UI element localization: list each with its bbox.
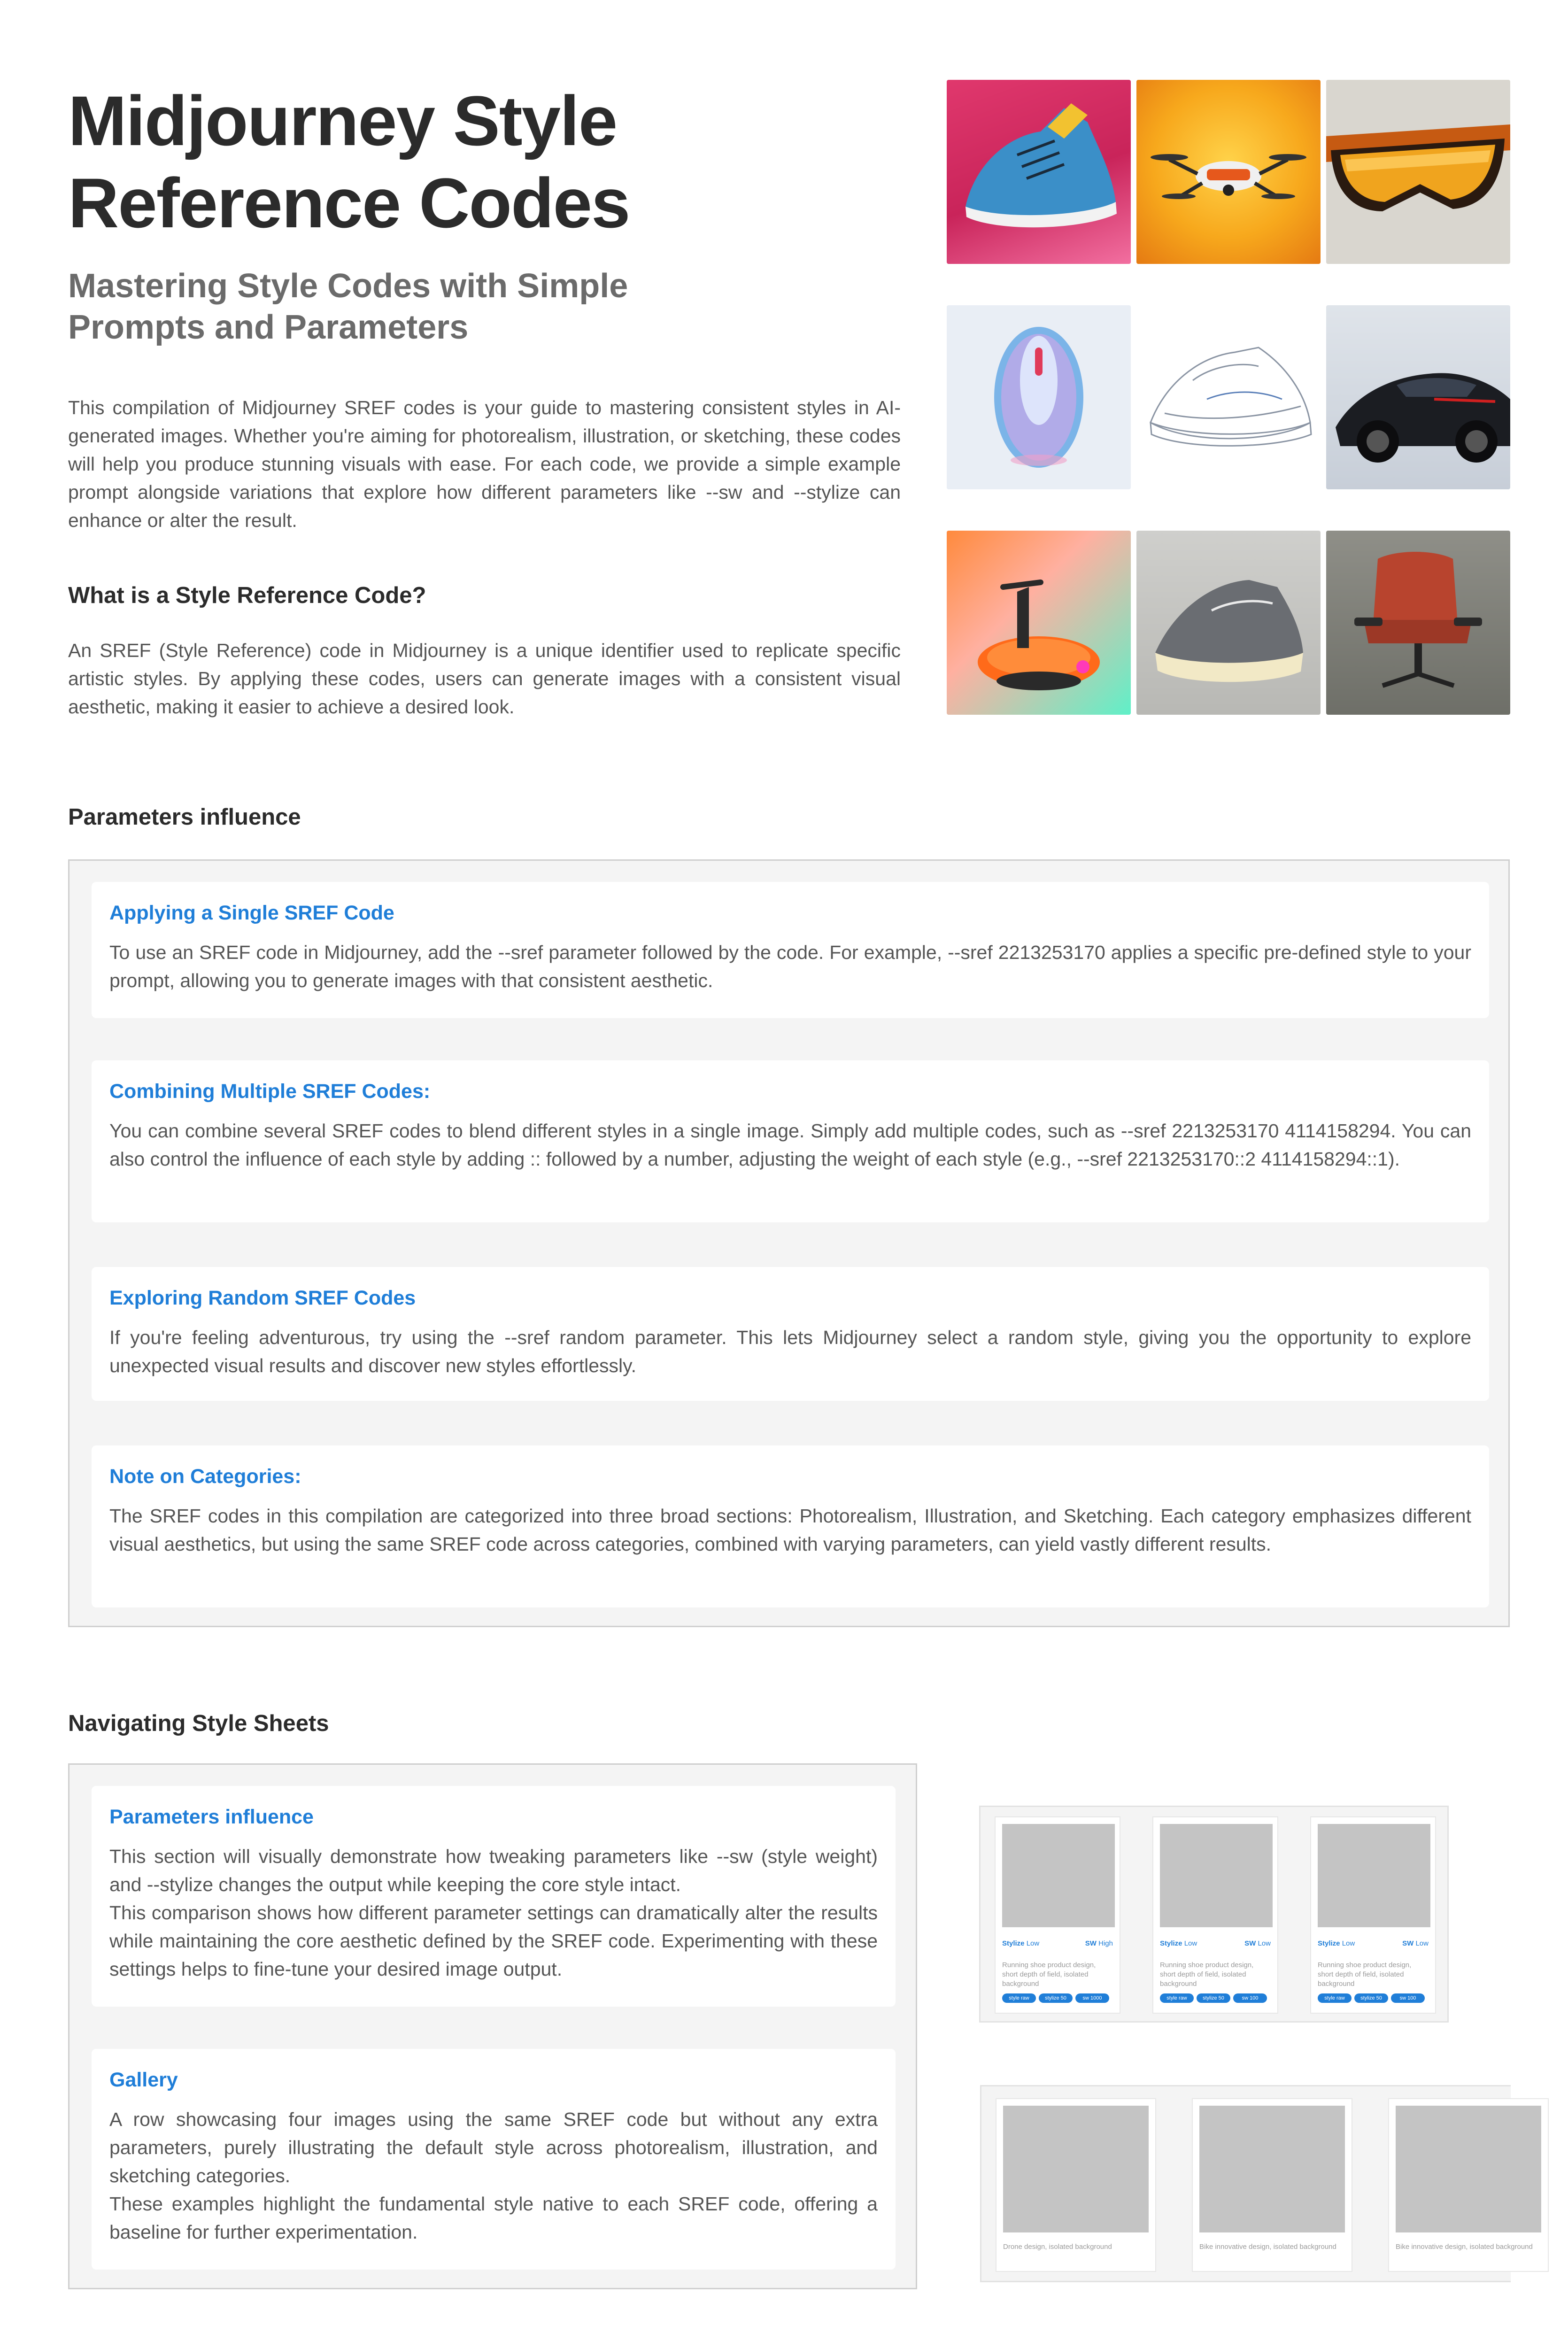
image-placeholder bbox=[1002, 1824, 1115, 1927]
parameters-panel bbox=[68, 859, 1510, 1627]
card-multiple-sref bbox=[92, 1060, 1489, 1222]
prompt-text: Running shoe product design, short depth of field, isolated background bbox=[1160, 1961, 1254, 1988]
card-title: Note on Categories: bbox=[109, 1465, 301, 1488]
preview-card bbox=[995, 1816, 1120, 2014]
gallery-preview bbox=[980, 2085, 1533, 2282]
lounge-chair-photo bbox=[1326, 531, 1510, 715]
preview-card bbox=[1192, 2098, 1352, 2272]
card-body: To use an SREF code in Midjourney, add the --sref parameter followed by the code. For example, --sref 2213253170 applies a specific pre-defined style to your prompt, allowing you to generate images with that consistent aesthetic. bbox=[109, 942, 1471, 991]
card-title: Applying a Single SREF Code bbox=[109, 902, 394, 924]
drone-photo bbox=[1136, 80, 1321, 264]
intro-paragraph: This compilation of Midjourney SREF codes is your guide to mastering consistent styles in AI-generated images. Whether you're aiming for photorealism, illustration, or sketching, these codes will help you produce stunning visuals with ease. For each code, we provide a simple example prompt alongside variations that explore how different parameters like --sw and --stylize can enhance or alter the result. bbox=[68, 397, 901, 531]
pill-sw: sw 1000 bbox=[1075, 1993, 1109, 2003]
scooter-photo bbox=[947, 531, 1131, 715]
image-placeholder bbox=[1003, 2106, 1149, 2232]
page-subtitle: Mastering Style Codes with Simple Prompts and Parameters bbox=[68, 267, 628, 346]
sketch-sneaker-photo bbox=[1136, 305, 1321, 489]
preview-card bbox=[1152, 1816, 1278, 2014]
pill-sw: sw 100 bbox=[1233, 1993, 1267, 2003]
card-body: This section will visually demonstrate how tweaking parameters like --sw (style weight) and --stylize changes the output while keeping the core style intact. bbox=[109, 1846, 878, 1895]
card-body: The SREF codes in this compilation are categorized into three broad sections: Photorealism, Illustration, and Sketching. Each category emphasizes different visual aesthetics, but using the same SREF code across categories, combined with varying parameters, can yield vastly different results. bbox=[109, 1505, 1471, 1555]
pill-style: style raw bbox=[1002, 1993, 1036, 2003]
parameters-heading: Parameters influence bbox=[68, 804, 301, 830]
pill-sw: sw 100 bbox=[1391, 1993, 1425, 2003]
what-is-paragraph: An SREF (Style Reference) code in Midjourney is a unique identifier used to replicate specific artistic styles. By applying these codes, users can generate images with a consistent visual aesthetic, making it easier to achieve a desired look. bbox=[68, 640, 901, 718]
image-placeholder bbox=[1199, 2106, 1345, 2232]
card-categories bbox=[92, 1445, 1489, 1607]
card-body: You can combine several SREF codes to blend different styles in a single image. Simply add multiple codes, such as --sref 2213253170 4114158294. You can also control the influence of each style by adding :: followed by a number, adjusting the weight of each style (e.g., --sref 2213253170::2 4114158294::1). bbox=[109, 1120, 1471, 1170]
prompt-text: Running shoe product design, short depth of field, isolated background bbox=[1002, 1961, 1096, 1988]
grey-sneaker-photo bbox=[1136, 531, 1321, 715]
preview-card bbox=[1388, 2098, 1549, 2272]
card-title: Combining Multiple SREF Codes: bbox=[109, 1080, 431, 1103]
card-random-sref bbox=[92, 1267, 1489, 1401]
card-body-2: These examples highlight the fundamental style native to each SREF code, offering a baseline for further experimentation. bbox=[109, 2193, 878, 2243]
prompt-text: Drone design, isolated background bbox=[1003, 2243, 1112, 2251]
sneaker-photo bbox=[947, 80, 1131, 264]
card-title: Parameters influence bbox=[109, 1806, 314, 1828]
card-title: Exploring Random SREF Codes bbox=[109, 1287, 416, 1309]
pill-style: style raw bbox=[1160, 1993, 1194, 2003]
card-parameters-influence bbox=[92, 1786, 896, 2007]
image-placeholder bbox=[1160, 1824, 1273, 1927]
page-title: Midjourney Style Reference Codes bbox=[68, 81, 630, 242]
card-body-2: This comparison shows how different parameter settings can dramatically alter the results while maintaining the core aesthetic defined by the SREF code. Experimenting with these settings helps to fine-tune your desired image output. bbox=[109, 1902, 878, 1980]
card-gallery bbox=[92, 2049, 896, 2270]
what-is-heading: What is a Style Reference Code? bbox=[68, 583, 426, 608]
prompt-text: Running shoe product design, short depth of field, isolated background bbox=[1318, 1961, 1412, 1988]
sw-label: SW High bbox=[1085, 1939, 1113, 1947]
pill-style: style raw bbox=[1318, 1993, 1352, 2003]
stylize-label: Stylize Low bbox=[1318, 1939, 1355, 1947]
prompt-text: Bike innovative design, isolated background bbox=[1199, 2243, 1336, 2251]
preview-card bbox=[1310, 1816, 1436, 2014]
mouse-photo bbox=[947, 305, 1131, 489]
card-single-sref bbox=[92, 882, 1489, 1018]
sw-label: SW Low bbox=[1402, 1939, 1429, 1947]
sw-label: SW Low bbox=[1244, 1939, 1271, 1947]
parameters-preview bbox=[979, 1806, 1449, 2023]
card-body: If you're feeling adventurous, try using the --sref random parameter. This lets Midjourney select a random style, giving you the opportunity to explore unexpected visual results and discover new styles effortlessly. bbox=[109, 1327, 1471, 1376]
card-title: Gallery bbox=[109, 2069, 178, 2091]
pill-stylize: stylize 50 bbox=[1354, 1993, 1388, 2003]
pill-stylize: stylize 50 bbox=[1039, 1993, 1073, 2003]
preview-card bbox=[996, 2098, 1156, 2272]
navigating-panel bbox=[68, 1763, 917, 2289]
prompt-text: Bike innovative design, isolated background bbox=[1396, 2243, 1533, 2251]
stylize-label: Stylize Low bbox=[1160, 1939, 1197, 1947]
navigating-heading: Navigating Style Sheets bbox=[68, 1711, 329, 1736]
sunglasses-photo bbox=[1326, 80, 1510, 264]
image-placeholder bbox=[1318, 1824, 1430, 1927]
sports-car-photo bbox=[1326, 305, 1510, 489]
stylize-label: Stylize Low bbox=[1002, 1939, 1040, 1947]
image-placeholder bbox=[1396, 2106, 1541, 2232]
card-body: A row showcasing four images using the same SREF code but without any extra parameters, purely illustrating the default style across photorealism, illustration, and sketching categories. bbox=[109, 2109, 878, 2186]
pill-stylize: stylize 50 bbox=[1197, 1993, 1230, 2003]
